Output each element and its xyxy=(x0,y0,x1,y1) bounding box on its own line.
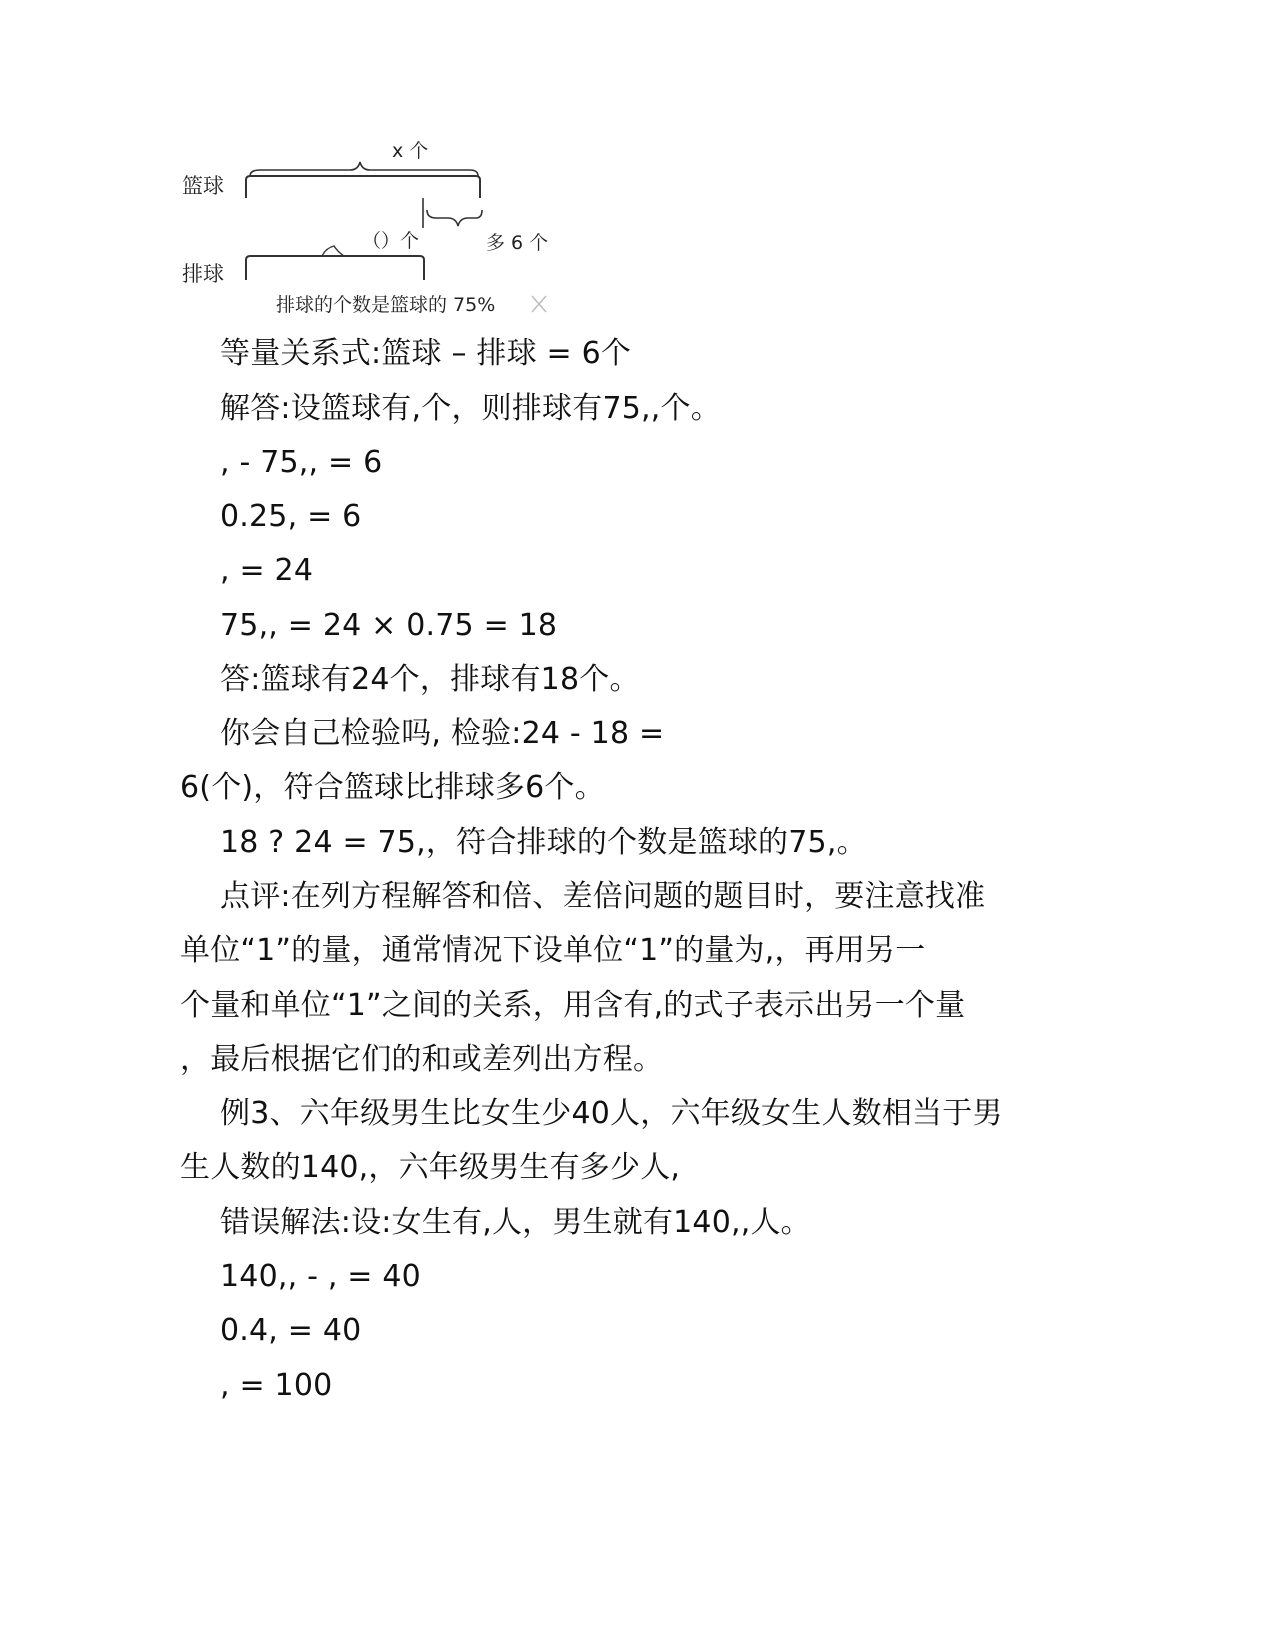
solution-setup: 解答:设篮球有,个，则排球有75,,个。 xyxy=(220,391,721,426)
check-line-continued: 6(个)，符合篮球比排球多6个。 xyxy=(180,770,605,805)
example-3-line-1: 例3、六年级男生比女生少40人，六年级女生人数相当于男 xyxy=(220,1096,1003,1131)
top-brace-label: x 个 xyxy=(392,140,429,162)
example-3-line-2: 生人数的140,，六年级男生有多少人, xyxy=(180,1150,681,1185)
check-line: 你会自己检验吗, 检验:24 - 18 = xyxy=(220,716,665,751)
difference-label: 多 6 个 xyxy=(486,232,549,254)
equation-step-1: , - 75,, = 6 xyxy=(220,445,383,480)
diagram-caption: 排球的个数是篮球的 75% xyxy=(276,294,496,316)
comment-line-4: ，最后根据它们的和或差列出方程。 xyxy=(180,1042,664,1077)
wrong-step-1: 140,, - , = 40 xyxy=(220,1259,421,1294)
equation-step-2: 0.25, = 6 xyxy=(220,499,362,534)
check-ratio-line: 18 ? 24 = 75,，符合排球的个数是篮球的75,。 xyxy=(220,825,867,860)
wrong-step-3: , = 100 xyxy=(220,1368,333,1403)
equation-step-4: 75,, = 24 × 0.75 = 18 xyxy=(220,608,558,643)
wrong-solution-setup: 错误解法:设:女生有,人，男生就有140,,人。 xyxy=(220,1205,811,1240)
label-volleyball: 排球 xyxy=(182,262,224,286)
bar-diagram xyxy=(180,140,580,340)
comment-line-3: 个量和单位“1”之间的关系，用含有,的式子表示出另一个量 xyxy=(180,988,966,1023)
comment-line-2: 单位“1”的量，通常情况下设单位“1”的量为,，再用另一 xyxy=(180,933,926,968)
wrong-step-2: 0.4, = 40 xyxy=(220,1313,362,1348)
answer-line: 答:篮球有24个，排球有18个。 xyxy=(220,662,640,697)
equation-relation: 等量关系式:篮球 – 排球 = 6个 xyxy=(220,336,632,371)
equation-step-3: , = 24 xyxy=(220,553,314,588)
comment-line-1: 点评:在列方程解答和倍、差倍问题的题目时，要注意找准 xyxy=(220,879,986,914)
bottom-brace-label: （）个 xyxy=(362,230,420,252)
label-basketball: 篮球 xyxy=(182,174,224,198)
